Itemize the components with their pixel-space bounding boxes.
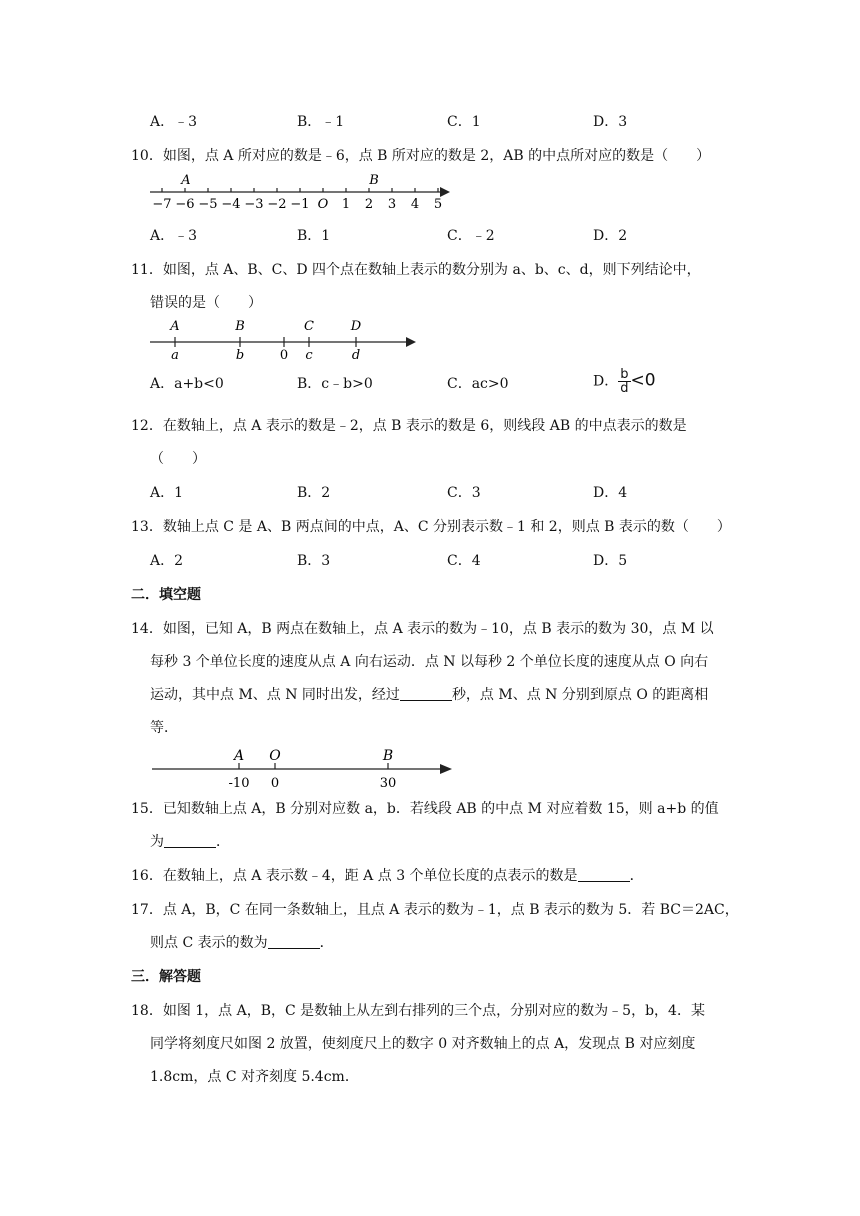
q14-value-o: 0 [270,776,280,791]
option-b: B．﹣1 [297,114,345,130]
question-18-line3: 1.8cm，点 C 对齐刻度 5.4cm． [150,1069,359,1085]
q10-tick-label: 5 [433,197,443,212]
question-12-stem-line2: （ ） [150,451,206,467]
answer-blank[interactable] [268,934,320,949]
q16-text-after-blank: ． [629,868,644,884]
section-heading-fill-in: 二．填空题 [131,587,201,603]
q10-tick-label: 1 [341,197,351,212]
question-13-stem: 13．数轴上点 C 是 A、B 两点间的中点，A、C 分别表示数﹣1 和 2，则点 B 表示的数（ ） [131,519,731,535]
q11-label-d: D [350,319,362,334]
question-15-line2 [150,832,230,852]
q17-text-before-blank: 则点 C 表示的数为 [150,935,268,951]
answer-blank[interactable] [164,833,216,848]
option-d-relation: <0 [630,370,656,391]
q14-value-a: -10 [228,776,250,791]
q10-point-a-label: A [181,173,191,188]
question-12-stem-line1: 12．在数轴上，点 A 表示的数是﹣2，点 B 表示的数是 6，则线段 AB 的中点表示的数是 [131,418,687,434]
q11-value-d: d [351,348,361,363]
question-14-line4: 等． [150,720,178,736]
option-d [593,368,656,395]
q10-tick-label: 3 [387,197,397,212]
question-15-line1: 15．已知数轴上点 A，B 分别对应数 a，b．若线段 AB 的中点 M 对应着数 15，则 a+b 的值 [131,801,719,817]
q10-point-b-label: B [369,173,379,188]
q15-text-before-blank: 为 [150,834,164,850]
option-d: D．3 [593,114,628,130]
question-14-line1: 14．如图，已知 A，B 两点在数轴上，点 A 表示的数为﹣10，点 B 表示的数为 30，点 M 以 [131,621,714,637]
option-c: C．ac>0 [447,376,509,392]
q11-number-line [148,315,418,363]
q14-label-o: O [269,748,281,764]
q11-label-b: B [235,319,245,334]
q14-label-b: B [382,748,394,764]
option-c: C．4 [447,553,481,569]
q11-label-a: A [170,319,180,334]
q10-tick-label: −1 [290,197,310,212]
question-14-line2: 每秒 3 个单位长度的速度从点 A 向右运动．点 N 以每秒 2 个单位长度的速度从点 O 向右 [150,654,709,670]
q10-number-line [148,172,458,212]
option-d: D．5 [593,553,628,569]
q11-value-b: b [235,348,245,363]
q10-tick-label: −4 [221,197,241,212]
option-d: D．4 [593,485,628,501]
q10-tick-label: −6 [175,197,195,212]
q10-tick-label: −3 [244,197,264,212]
fraction-denominator: d [620,381,629,396]
q10-tick-label: O [317,197,329,212]
option-d-fraction [618,368,630,395]
option-b: B．3 [297,553,331,569]
q10-tick-label: −7 [152,197,172,212]
option-d-letter: D． [593,373,619,390]
question-18-line2: 同学将刻度尺如图 2 放置，使刻度尺上的数字 0 对齐数轴上的点 A，发现点 B 对应刻度 [150,1036,696,1052]
fraction-numerator: b [620,367,629,382]
q14-value-b: 30 [379,776,397,791]
option-a: A．1 [150,485,184,501]
question-18-line1: 18．如图 1，点 A，B，C 是数轴上从左到右排列的三个点，分别对应的数为﹣5，b，4．某 [131,1003,705,1019]
question-17-line2 [150,933,334,953]
q14-text-after-blank: 秒，点 M、点 N 分别到原点 O 的距离相 [451,687,709,703]
question-16 [131,866,644,886]
q10-tick-label: −2 [267,197,287,212]
q11-value-a: a [171,348,179,363]
q11-value-c: c [305,348,313,363]
q11-label-c: C [304,319,314,334]
question-17-line1: 17．点 A，B，C 在同一条数轴上，且点 A 表示的数为﹣1，点 B 表示的数为 5．若 BC＝2AC， [131,902,739,918]
q15-text-after-blank: ． [216,834,230,850]
q10-tick-label: 2 [364,197,374,212]
q11-value-zero: 0 [279,348,289,363]
option-c: C．﹣2 [447,228,495,244]
question-14-line3 [150,685,708,705]
option-a: A．﹣3 [150,114,198,130]
question-11-stem-line1: 11．如图，点 A、B、C、D 四个点在数轴上表示的数分别为 a、b、c、d，则下列结论中， [131,262,701,278]
question-10-stem: 10．如图，点 A 所对应的数是﹣6，点 B 所对应的数是 2，AB 的中点所对应的数是（ ） [131,148,711,164]
answer-blank[interactable] [400,686,452,701]
option-a: A．a+b<0 [150,376,224,392]
option-d: D．2 [593,228,628,244]
option-b: B．2 [297,485,331,501]
answer-blank[interactable] [578,867,630,882]
option-c: C．3 [447,485,481,501]
q10-tick-label: 4 [410,197,420,212]
option-a: A．2 [150,553,184,569]
q16-text-before-blank: 16．在数轴上，点 A 表示数﹣4，距 A 点 3 个单位长度的点表示的数是 [131,868,578,884]
option-b: B．c﹣b>0 [297,376,373,392]
q17-text-after-blank: ． [319,935,334,951]
q14-number-line [150,745,460,791]
option-c: C．1 [447,114,481,130]
option-a: A．﹣3 [150,228,198,244]
q14-label-a: A [233,748,245,764]
option-b: B．1 [297,228,331,244]
section-heading-answer: 三．解答题 [131,969,201,985]
question-11-stem-line2: 错误的是（ ） [150,295,262,311]
q14-text-before-blank: 运动，其中点 M、点 N 同时出发，经过 [150,687,400,703]
q10-tick-label: −5 [198,197,218,212]
